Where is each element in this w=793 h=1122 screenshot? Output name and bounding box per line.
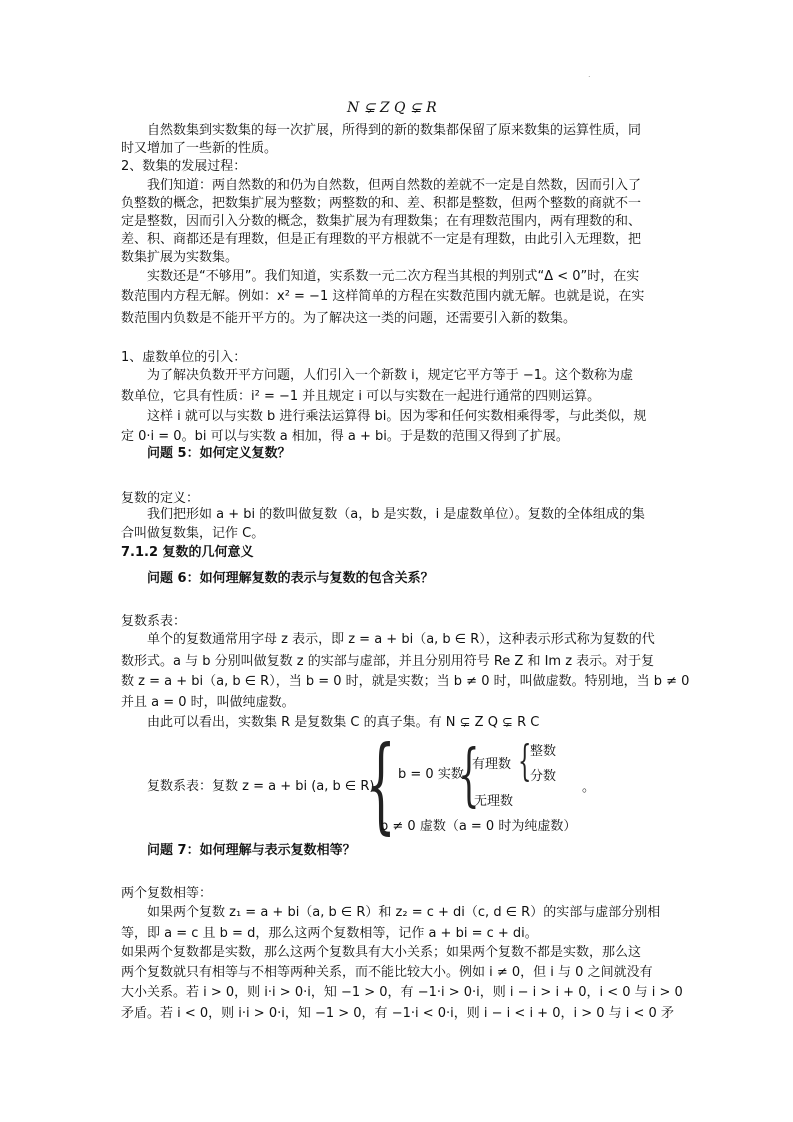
paragraph-line: 大小关系。若 i > 0，则 i·i > 0·i，知 −1 > 0，有 −1·i > 0·i，则 i − i > i + 0，i < 0 与 i > 0 — [121, 985, 683, 1000]
integer-leaf: 整数 — [530, 744, 557, 759]
outer-brace: { — [366, 723, 396, 845]
paragraph-line: 实数还是“不够用”。我们知道，实系数一元二次方程当其根的判别式“Δ < 0”时，在实 — [147, 269, 640, 284]
paragraph-line: 数 z = a + bi（a, b ∈ R），当 b = 0 时，就是实数；当 b ≠ 0 时，叫做虚数。特别地，当 b ≠ 0 — [121, 674, 690, 689]
paragraph-line: 合叫做复数集，记作 C。 — [121, 526, 265, 541]
fraction-leaf: 分数 — [530, 769, 557, 784]
paragraph-line: 差、积、商都还是有理数，但是正有理数的平方根就不一定是有理数，由此引入无理数，把 — [121, 232, 642, 247]
paragraph-line: 时又增加了一些新的性质。 — [121, 141, 278, 156]
paragraph-line: 如果两个复数 z₁ = a + bi（a, b ∈ R）和 z₂ = c + di（c, d ∈ R）的实部与虚部分别相 — [147, 905, 661, 920]
paragraph-line: 矛盾。若 i < 0，则 i·i > 0·i，知 −1 > 0，有 −1·i < 0·i，则 i − i < i + 0，i > 0 与 i < 0 矛 — [121, 1006, 674, 1021]
paragraph-line: 为了解决负数开平方问题，人们引入一个新数 i，规定它平方等于 −1。这个数称为虚 — [147, 368, 634, 383]
real-brace: { — [458, 736, 480, 815]
paragraph-line: 负整数的概念，把数集扩展为整数；两整数的和、差、积都是整数，但两个整数的商就不一 — [121, 196, 642, 211]
paragraph-line: 数范围内方程无解。例如：x² = −1 这样简单的方程在实数范围内就无解。也就是说，在实 — [121, 289, 645, 304]
irrational-leaf: 无理数 — [474, 794, 514, 809]
paragraph-line: 自然数集到实数集的每一次扩展，所得到的新的数集都保留了原来数集的运算性质，同 — [147, 123, 642, 138]
paragraph-line: 数单位，它具有性质：i² = −1 并且规定 i 可以与实数在一起进行通常的四则运算。 — [121, 389, 601, 404]
paragraph-line: 我们知道：两自然数的和仍为自然数，但两自然数的差就不一定是自然数，因而引入了 — [147, 178, 642, 193]
question-heading: 问题 6：如何理解复数的表示与复数的包含关系？ — [147, 571, 434, 586]
imaginary-branch: b ≠ 0 虚数（a = 0 时为纯虚数） — [380, 819, 577, 834]
real-number-branch: b = 0 实数 — [398, 767, 464, 782]
paragraph-line: 两个复数就只有相等与不相等两种关系，而不能比较大小。例如 i ≠ 0，但 i 与 0 之间就没有 — [121, 965, 653, 980]
question-heading: 问题 5：如何定义复数？ — [147, 446, 291, 461]
paragraph-line: 单个的复数通常用字母 z 表示，即 z = a + bi（a, b ∈ R），这种表示形式称为复数的代 — [147, 632, 655, 647]
question-heading: 问题 7：如何理解与表示复数相等？ — [147, 843, 356, 858]
paragraph-line: 数范围内负数是不能开平方的。为了解决这一类的问题，还需要引入新的数集。 — [121, 311, 577, 326]
section-heading: 2、数集的发展过程： — [121, 159, 247, 174]
paragraph-line: 这样 i 就可以与实数 b 进行乘法运算得 bi。因为零和任何实数相乘得零，与此类似，规 — [147, 409, 647, 424]
section-heading: 复数的定义： — [121, 491, 200, 506]
set-chain-heading: N ⊊ Z Q ⊊ R — [347, 100, 437, 116]
section-heading: 复数系表： — [121, 614, 187, 629]
paragraph-line: 如果两个复数都是实数，那么这两个复数具有大小关系；如果两个复数不都是实数，那么这 — [121, 945, 642, 960]
section-heading: 两个复数相等： — [121, 886, 213, 901]
section-heading: 1、虚数单位的引入： — [121, 350, 247, 365]
paragraph-line: 数形式。a 与 b 分别叫做复数 z 的实部与虚部，并且分别用符号 Re Z 和 Im z 表示。对于复 — [121, 654, 655, 669]
paragraph-line: 由此可以看出，实数集 R 是复数集 C 的真子集。有 N ⊊ Z Q ⊊ R C — [147, 715, 540, 730]
rational-brace: { — [518, 736, 532, 785]
paragraph-line: 定是整数，因而引入分数的概念，数集扩展为有理数集；在有理数范围内，两有理数的和、 — [121, 214, 642, 229]
paragraph-line: 数集扩展为实数集。 — [121, 250, 239, 265]
subsection-title: 7.1.2 复数的几何意义 — [121, 545, 254, 560]
paragraph-line: 我们把形如 a + bi 的数叫做复数（a，b 是实数，i 是虚数单位）。复数的全体组成的集 — [147, 507, 645, 522]
closing-punctuation: 。 — [582, 780, 596, 795]
header-mark: . — [588, 70, 591, 79]
paragraph-line: 定 0·i = 0。bi 可以与实数 a 相加，得 a + bi。于是数的范围又得到了扩展。 — [121, 429, 569, 444]
classification-root: 复数系表：复数 z = a + bi (a, b ∈ R) — [147, 779, 375, 794]
rational-branch: 有理数 — [472, 757, 512, 772]
paragraph-line: 等，即 a = c 且 b = d，那么这两个复数相等，记作 a + bi = c + di。 — [121, 926, 538, 941]
paragraph-line: 并且 a = 0 时，叫做纯虚数。 — [121, 695, 295, 710]
